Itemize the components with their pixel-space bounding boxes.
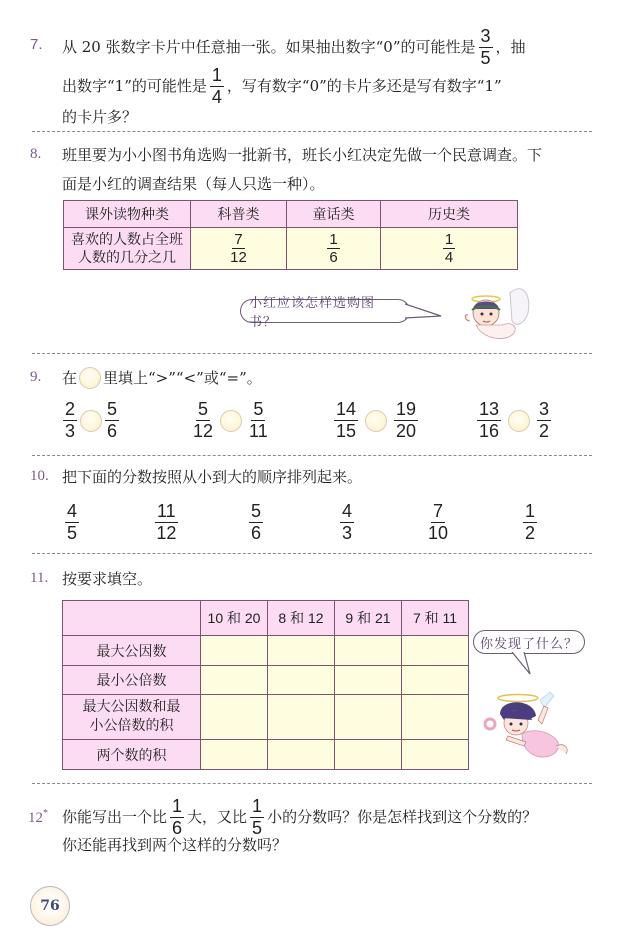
fraction [443, 232, 455, 265]
answer-circle[interactable] [365, 410, 387, 432]
numerator: 19 [396, 399, 417, 419]
answer-cell[interactable] [268, 695, 335, 740]
answer-circle-example [79, 367, 101, 389]
answer-cell[interactable] [268, 666, 335, 695]
row-label: 最大公因数 [63, 636, 201, 666]
answer-cell[interactable] [268, 636, 335, 666]
question-number: 10. [30, 468, 49, 484]
denominator: 3 [65, 421, 76, 441]
question-text-line [62, 64, 502, 108]
section-divider [32, 353, 592, 354]
question-text-line: 班里要为小小图书角选购一批新书，班长小红决定先做一个民意调查。下 [62, 146, 543, 164]
numerator: 11 [157, 501, 176, 521]
answer-cell[interactable] [402, 740, 469, 770]
text-segment: ，抽 [495, 38, 526, 56]
numerator: 13 [479, 399, 500, 419]
table-header: 课外读物种类 [64, 201, 191, 228]
answer-circle[interactable] [220, 410, 242, 432]
denominator: 5 [67, 523, 78, 543]
row-label: 两个数的积 [63, 740, 201, 770]
fraction-item [425, 502, 451, 543]
page-number-badge [30, 886, 70, 926]
numerator: 5 [253, 399, 264, 419]
question-number: 7. [30, 36, 43, 53]
denominator: 6 [107, 421, 118, 441]
answer-cell[interactable] [201, 636, 268, 666]
question-number: 11. [30, 570, 49, 586]
speech-bubble [240, 296, 410, 330]
section-divider [32, 783, 592, 784]
numerator: 1 [252, 795, 263, 816]
denominator: 12 [193, 421, 214, 441]
text-segment: ，写有数字“0”的卡片多还是写有数字“1” [226, 77, 502, 95]
fraction-item [152, 502, 181, 543]
table-header: 科普类 [191, 201, 287, 228]
question-text-line [62, 795, 537, 839]
denominator: 5 [480, 47, 491, 68]
question-text-line: 的卡片多？ [62, 108, 138, 126]
table-header: 10 和 20 [201, 601, 268, 636]
denominator: 12 [230, 249, 247, 266]
answer-cell[interactable] [402, 666, 469, 695]
fraction [327, 232, 339, 265]
bubble-text: 小红应该怎样选购图书？ [249, 296, 376, 330]
text-segment: 大，又比 [187, 808, 248, 826]
numerator: 1 [329, 231, 338, 248]
denominator: 11 [249, 421, 268, 441]
numerator: 7 [234, 231, 243, 248]
row-label-line: 喜欢的人数占全班 [71, 231, 183, 248]
fraction [394, 400, 418, 441]
comparison-pair [190, 400, 271, 441]
row-label [63, 695, 201, 740]
table-header: 8 和 12 [268, 601, 335, 636]
numerator: 5 [107, 399, 118, 419]
numerator: 3 [480, 25, 491, 46]
comparison-pair [60, 400, 122, 441]
answer-circle[interactable] [80, 410, 102, 432]
text-segment: 你能写出一个比 [62, 808, 168, 826]
denominator: 6 [251, 523, 262, 543]
answer-cell[interactable] [335, 695, 402, 740]
numerator: 1 [525, 501, 536, 521]
question-number [28, 808, 48, 827]
speech-bubble-tail [405, 302, 443, 322]
answer-cell[interactable] [335, 740, 402, 770]
numerator: 7 [433, 501, 444, 521]
fraction [250, 797, 264, 838]
table-header: 9 和 21 [335, 601, 402, 636]
comparison-pair [331, 400, 421, 441]
row-label: 最小公倍数 [63, 666, 201, 695]
table-header [63, 601, 201, 636]
fraction [334, 400, 358, 441]
numerator: 4 [67, 501, 78, 521]
fraction-item [62, 502, 82, 543]
text-segment: 出数字“1”的可能性是 [62, 77, 207, 95]
fraction [63, 400, 77, 441]
numerator: 5 [251, 501, 262, 521]
numerator: 1 [172, 795, 183, 816]
numerator: 2 [65, 399, 76, 419]
speech-bubble [473, 630, 585, 654]
question-number-text: 12 [28, 810, 43, 826]
fraction [210, 66, 224, 107]
question-number: 9. [30, 369, 42, 385]
text-segment: 从 20 张数字卡片中任意抽一张。如果抽出数字“0”的可能性是 [62, 38, 476, 56]
answer-cell[interactable] [268, 740, 335, 770]
fraction [105, 400, 119, 441]
numerator: 14 [336, 399, 357, 419]
row-label-line: 人数的几分之几 [78, 249, 176, 266]
fraction [479, 27, 493, 68]
fraction [249, 400, 268, 441]
fraction-item [520, 502, 540, 543]
row-label [64, 228, 191, 270]
answer-cell[interactable] [402, 636, 469, 666]
denominator: 2 [539, 421, 550, 441]
row-label-line: 最大公因数和最 [82, 699, 181, 715]
denominator: 4 [444, 249, 454, 266]
numerator: 1 [211, 64, 222, 85]
question-text-line: 按要求填空。 [62, 570, 153, 588]
fraction [477, 400, 501, 441]
numerator: 1 [444, 231, 454, 248]
section-divider [32, 455, 592, 456]
denominator: 12 [156, 523, 177, 543]
text-segment: 小的分数吗？你是怎样找到这个分数的？ [267, 808, 538, 826]
question-text-line [62, 367, 262, 389]
denominator: 4 [211, 86, 222, 107]
bubble-text: 你发现了什么？ [480, 636, 579, 652]
gcd-lcm-table [62, 600, 469, 770]
section-divider [32, 131, 592, 132]
challenge-star-icon: * [43, 808, 48, 819]
fraction [193, 400, 213, 441]
answer-cell[interactable] [201, 666, 268, 695]
fraction-item [246, 502, 266, 543]
answer-cell[interactable] [335, 666, 402, 695]
angel-mascot-icon [462, 283, 537, 351]
numerator: 5 [198, 399, 209, 419]
denominator: 20 [396, 421, 417, 441]
numerator: 3 [539, 399, 550, 419]
numerator: 4 [342, 501, 353, 521]
row-label-line: 小公倍数的积 [89, 718, 174, 734]
denominator: 16 [479, 421, 500, 441]
answer-circle[interactable] [508, 410, 530, 432]
table-cell [191, 228, 287, 270]
denominator: 5 [252, 817, 263, 838]
denominator: 2 [525, 523, 536, 543]
table-header: 历史类 [381, 201, 518, 228]
answer-cell[interactable] [402, 695, 469, 740]
question-text-line: 面是小红的调查结果（每人只选一种）。 [62, 175, 325, 193]
table-cell [381, 228, 518, 270]
fraction-item [337, 502, 357, 543]
denominator: 15 [336, 421, 357, 441]
question-text-line: 把下面的分数按照从小到大的顺序排列起来。 [62, 468, 363, 486]
text-segment: 里填上“>”“<”或“=”。 [103, 369, 262, 387]
answer-cell[interactable] [335, 636, 402, 666]
page-number: 76 [40, 898, 60, 914]
question-text-line: 你还能再找到两个这样的分数吗？ [62, 836, 288, 854]
comparison-pair [474, 400, 554, 441]
question-number: 8. [30, 146, 42, 162]
speech-bubble-tail [510, 652, 535, 676]
denominator: 6 [329, 249, 338, 266]
denominator: 3 [342, 523, 353, 543]
fraction [230, 232, 247, 265]
table-cell [287, 228, 381, 270]
table-header: 7 和 11 [402, 601, 469, 636]
answer-cell[interactable] [201, 740, 268, 770]
denominator: 6 [172, 817, 183, 838]
section-divider [32, 553, 592, 554]
fraction [170, 797, 184, 838]
text-segment: 在 [62, 369, 78, 387]
denominator: 10 [428, 523, 449, 543]
answer-cell[interactable] [201, 695, 268, 740]
table-header: 童话类 [287, 201, 381, 228]
survey-table [63, 200, 518, 270]
fraction [537, 400, 551, 441]
angel-girl-mascot-icon [478, 690, 578, 770]
